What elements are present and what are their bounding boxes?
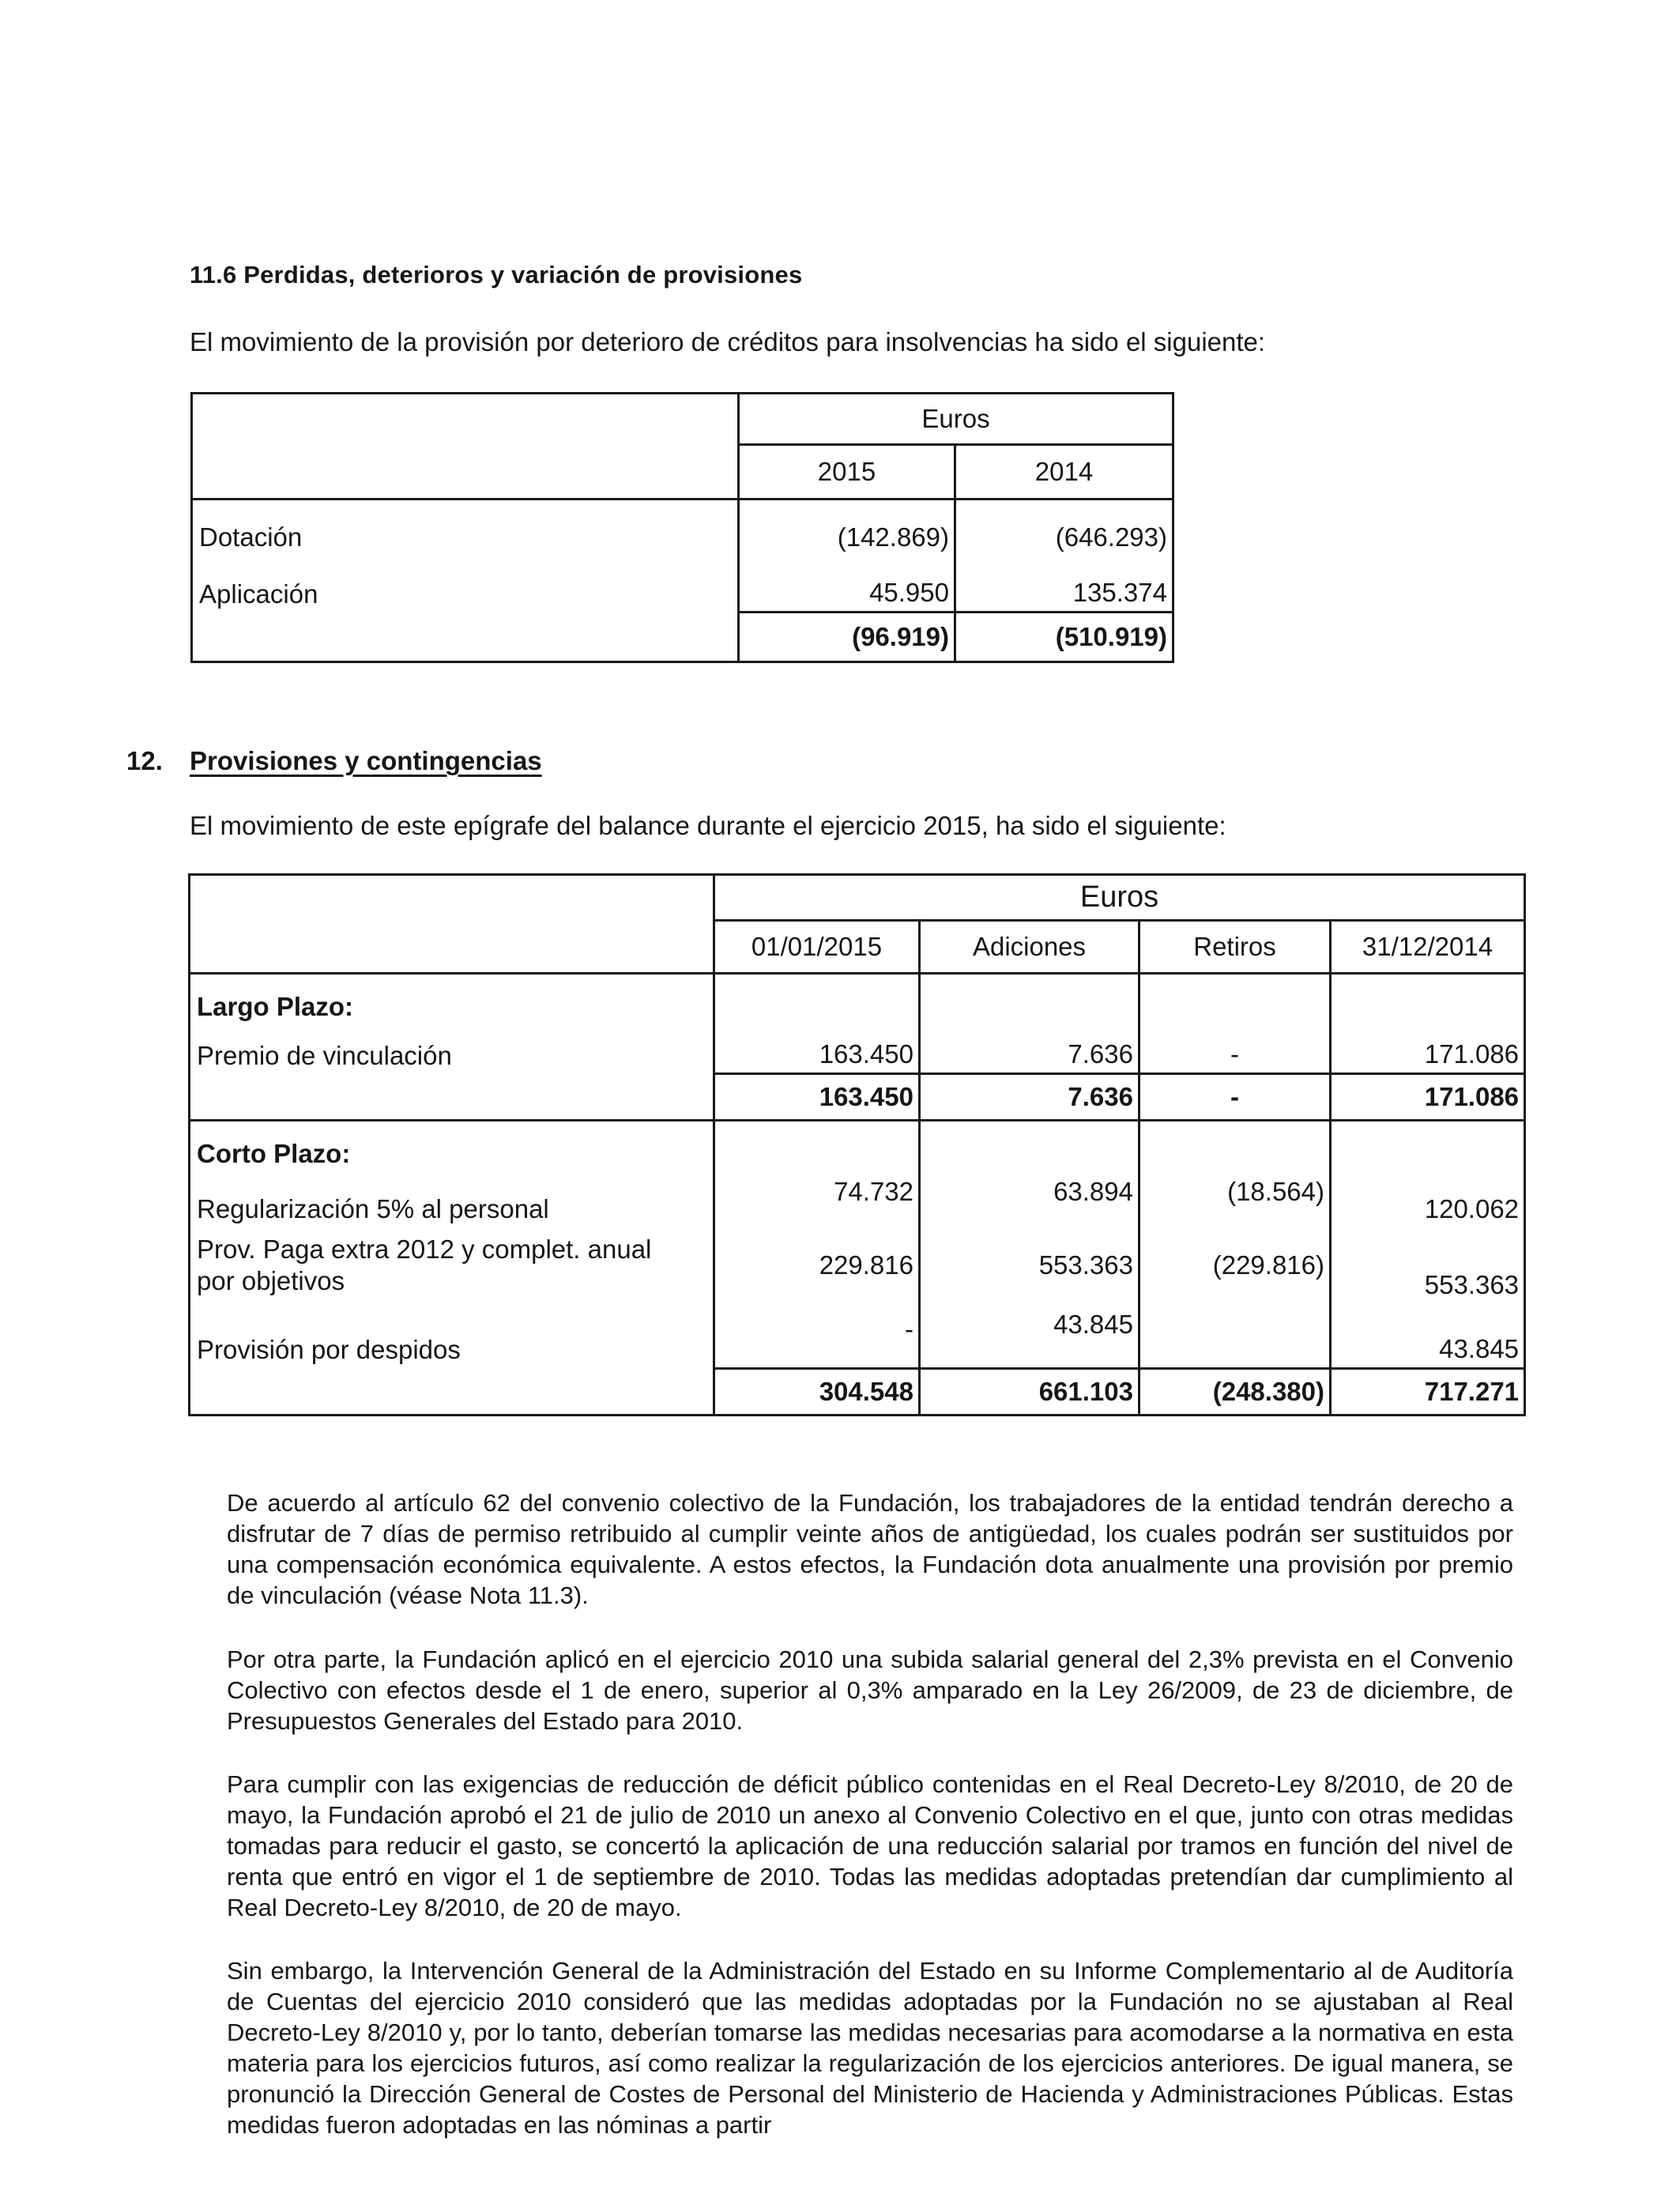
table-cell: 43.845: [1331, 1303, 1525, 1368]
section-heading-corto-plazo: Corto Plazo:: [190, 1121, 714, 1170]
section-12-title: Provisiones y contingencias: [190, 746, 542, 775]
table-cell: -: [1139, 1022, 1331, 1074]
section-number: 12.: [126, 746, 163, 775]
section-11-6-title: 11.6 Perdidas, deterioros y variación de provisiones: [190, 261, 803, 288]
paragraph-subida-salarial: [227, 1644, 1513, 1736]
row-label-regularizacion: Regularización 5% al personal: [190, 1169, 714, 1227]
column-header-2014: 2014: [955, 445, 1173, 499]
subtotal-cell: 163.450: [714, 1074, 920, 1121]
paragraph-text: Sin embargo, la Intervención General de la Administración del Estado en su Informe Complementario al de Auditoría de Cuentas del ejercicio 2010 consideró que las medidas adoptadas por la Fundación no se ajustaban al Real Decreto-Ley 8/2010 y, por lo tanto, deberían tomarse las medidas necesarias para acomodarse a la normativa en esta materia para los ejercicios futuros, así como realizar la regularización de los ejercicios anteriores. De igual manera, se pronunció la Dirección General de Costes de Personal del Ministerio de Hacienda y Administraciones Públicas. Estas medidas fueron adoptadas en las nóminas a partir: [227, 1957, 1513, 2139]
table-cell: 553.363: [1331, 1227, 1525, 1303]
table-cell: 63.894: [920, 1169, 1139, 1227]
table-cell: [1139, 1303, 1331, 1368]
section-12-intro: El movimiento de este epígrafe del balance durante el ejercicio 2015, ha sido el siguiente:: [190, 811, 1226, 840]
column-header-adiciones: Adiciones: [920, 921, 1139, 974]
column-header-retiros: Retiros: [1139, 921, 1331, 974]
total-label-blank: [190, 1368, 714, 1415]
table-cell: 7.636: [920, 1022, 1139, 1074]
table-cell: 229.816: [714, 1227, 920, 1303]
total-cell: 304.548: [714, 1368, 920, 1415]
row-label-premio-vinculacion: Premio de vinculación: [190, 1022, 714, 1074]
insolvency-provision-table: [190, 392, 1174, 663]
paragraph-text: De acuerdo al artículo 62 del convenio colectivo de la Fundación, los trabajadores de la entidad tendrán derecho a disfrutar de 7 días de permiso retribuido al cumplir veinte años de antigüedad, los cuales podrán ser sustituidos por una compensación económica equivalente. A estos efectos, la Fundación dota anualmente una provisión por premio de vinculación (véase Nota 11.3).: [227, 1489, 1513, 1609]
subtotal-label-blank: [190, 1074, 714, 1121]
table-cell: (229.816): [1139, 1227, 1331, 1303]
table-cell: 553.363: [920, 1227, 1139, 1303]
table-header-blank: [190, 875, 714, 974]
table-cell: -: [714, 1303, 920, 1368]
total-2014: (510.919): [955, 613, 1173, 662]
row-label-despidos: Provisión por despidos: [190, 1303, 714, 1368]
table-cell: 74.732: [714, 1169, 920, 1227]
table-cell: 120.062: [1331, 1169, 1525, 1227]
table-cell: 163.450: [714, 1022, 920, 1074]
table-header-blank: [192, 394, 739, 499]
table-cell: (142.869): [739, 499, 955, 556]
table-cell: 45.950: [739, 556, 955, 613]
table-cell: (18.564): [1139, 1169, 1331, 1227]
table-cell: 135.374: [955, 556, 1173, 613]
column-header-01-01-2015: 01/01/2015: [714, 921, 920, 974]
provisions-table: [188, 873, 1526, 1416]
subtotal-cell: -: [1139, 1074, 1331, 1121]
column-header-31-12-2014: 31/12/2014: [1331, 921, 1525, 974]
column-header-2015: 2015: [739, 445, 955, 499]
table-cell: (646.293): [955, 499, 1173, 556]
table-cell: 171.086: [1331, 1022, 1525, 1074]
paragraph-premio-vinculacion: [227, 1487, 1513, 1611]
subtotal-cell: 7.636: [920, 1074, 1139, 1121]
row-label-aplicacion: Aplicación: [192, 556, 739, 613]
paragraph-intervencion-general: [227, 1955, 1513, 2140]
total-cell: (248.380): [1139, 1368, 1331, 1415]
total-cell: 661.103: [920, 1368, 1139, 1415]
row-label-line: Prov. Paga extra 2012 y complet. anual: [197, 1235, 652, 1264]
total-cell: 717.271: [1331, 1368, 1525, 1415]
row-label-line: por objetivos: [197, 1266, 345, 1295]
euros-header: Euros: [739, 394, 1173, 445]
euros-header: Euros: [714, 875, 1525, 921]
paragraph-reduccion-deficit: [227, 1769, 1513, 1923]
row-label-dotacion: Dotación: [192, 499, 739, 556]
table-cell: 43.845: [920, 1303, 1139, 1368]
section-12-heading: [126, 746, 542, 776]
subtotal-cell: 171.086: [1331, 1074, 1525, 1121]
section-11-6-intro: El movimiento de la provisión por deterioro de créditos para insolvencias ha sido el siguiente:: [190, 327, 1266, 356]
paragraph-text: Para cumplir con las exigencias de reducción de déficit público contenidas en el Real Decreto-Ley 8/2010, de 20 de mayo, la Fundación aprobó el 21 de julio de 2010 un anexo al Convenio Colectivo en el que, junto con otras medidas tomadas para reducir el gasto, se concertó la aplicación de una reducción salarial por tramos en función del nivel de renta que entró en vigor el 1 de septiembre de 2010. Todas las medidas adoptadas pretendían dar cumplimiento al Real Decreto-Ley 8/2010, de 20 de mayo.: [227, 1770, 1513, 1921]
total-label-blank: [192, 613, 739, 662]
paragraph-text: Por otra parte, la Fundación aplicó en el ejercicio 2010 una subida salarial general del 2,3% prevista en el Convenio Colectivo con efectos desde el 1 de enero, superior al 0,3% amparado en la Ley 26/2009, de 23 de diciembre, de Presupuestos Generales del Estado para 2010.: [227, 1646, 1513, 1735]
row-label-paga-extra: [190, 1227, 714, 1303]
section-heading-largo-plazo: Largo Plazo:: [190, 974, 714, 1023]
total-2015: (96.919): [739, 613, 955, 662]
